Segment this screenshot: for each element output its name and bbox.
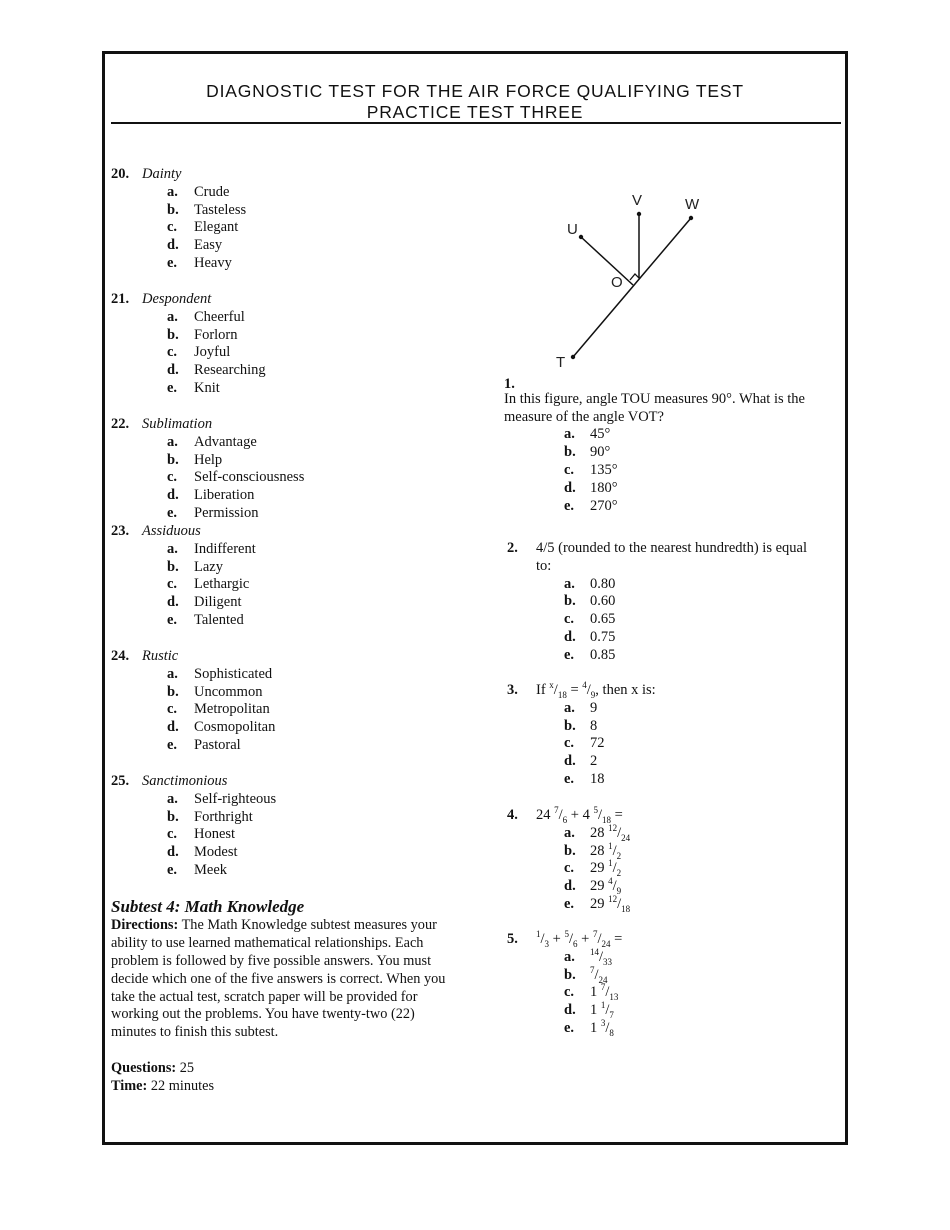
subtest-title: Subtest 4: Math Knowledge (111, 897, 305, 916)
title-divider (111, 122, 841, 124)
question-number: 5. (507, 931, 518, 947)
answer-option[interactable]: c. Lethargic (167, 576, 250, 593)
point-t (571, 355, 575, 359)
subtest-directions: Directions: The Math Knowledge subtest measures your ability to use learned mathematical relationships. Each problem is followed by five possible answers. You must decide which one of the five answers is correct. When you take the actual test, scratch paper will be provided for working out the problems. You have twenty-two (22) minutes to finish this subtest. (111, 916, 446, 1041)
answer-option[interactable]: a. Sophisticated (167, 665, 273, 682)
answer-option[interactable]: d. Liberation (167, 487, 255, 504)
point-u (579, 235, 583, 239)
answer-option[interactable]: c. 1 $^7/_{13}$ (564, 982, 619, 1003)
answer-option[interactable]: c. Self-consciousness (167, 469, 305, 486)
question-number: 4. (507, 807, 518, 823)
answer-option[interactable]: a. $^{14}/_{33}$ (564, 946, 613, 967)
math-question-2: 2. 4/5 (rounded to the nearest hundredth) is equal to: a. 0.80 b. 0.60 c. 0.65 d. 0.75 e. 0.85 (507, 540, 807, 663)
answer-option[interactable]: c. 29 $^1/_2$ (564, 858, 622, 879)
answer-option[interactable]: e. Meek (167, 861, 228, 878)
answer-option[interactable]: b. 8 (564, 717, 598, 734)
answer-option[interactable]: e. Pastoral (167, 736, 241, 753)
answer-option[interactable]: a. 28 $^{12}/_{24}$ (564, 822, 631, 843)
answer-option[interactable]: c. 0.65 (564, 611, 616, 628)
subtest-section (111, 898, 456, 1096)
answer-option[interactable]: a. Indifferent (167, 540, 256, 557)
answer-option[interactable]: b. Forthright (167, 808, 253, 825)
answer-option[interactable]: b. Uncommon (167, 683, 263, 700)
answer-option[interactable]: e. Knit (167, 379, 220, 396)
label-u: U (567, 221, 578, 238)
question-24 (111, 648, 275, 755)
answer-option[interactable]: c. 72 (564, 735, 605, 752)
answer-option[interactable]: e. 0.85 (564, 646, 616, 663)
answer-option[interactable]: a. 45° (564, 426, 611, 443)
answer-option[interactable]: d. Easy (167, 237, 223, 254)
answer-option[interactable]: c. Honest (167, 826, 236, 843)
question-word: Sanctimonious (142, 773, 228, 789)
answer-option[interactable]: e. 270° (564, 497, 618, 514)
math-question-3 (507, 682, 656, 789)
label-v: V (632, 192, 643, 209)
answer-option[interactable]: d. 180° (564, 479, 618, 496)
point-w (689, 216, 693, 220)
answer-option[interactable]: d. Cosmopolitan (167, 719, 276, 736)
answer-option[interactable]: b. Lazy (167, 558, 223, 575)
math-question-4 (507, 807, 630, 914)
ray-ou (581, 237, 633, 285)
question-number: 23. (111, 523, 130, 539)
answer-option[interactable]: a. Advantage (167, 433, 257, 450)
answer-option[interactable]: d. Modest (167, 844, 238, 861)
question-number: 22. (111, 416, 130, 432)
question-number: 25. (111, 773, 130, 789)
page-subtitle: PRACTICE TEST THREE (366, 102, 584, 122)
question-22 (111, 416, 304, 523)
answer-option[interactable]: e. Talented (167, 611, 244, 628)
answer-option[interactable]: d. 2 (564, 753, 598, 770)
answer-option[interactable]: c. Joyful (167, 344, 231, 361)
line-tw (573, 218, 691, 357)
answer-option[interactable]: a. Crude (167, 183, 230, 200)
question-text: If $^x/_{18} = ^4/_9$, then x is: (536, 680, 656, 700)
question-25 (111, 773, 276, 880)
question-word: Assiduous (142, 523, 201, 539)
question-text: $^1/_3 + ^5/_6 + ^7/_{24}$ = (536, 929, 623, 949)
question-number: 3. (507, 682, 518, 698)
answer-option[interactable]: b. Forlorn (167, 326, 238, 343)
answer-option[interactable]: d. 0.75 (564, 628, 616, 645)
question-word: Rustic (142, 648, 179, 664)
time-limit: Time: 22 minutes (111, 1078, 215, 1095)
question-number: 20. (111, 166, 130, 182)
question-number: 1. (504, 376, 515, 392)
answer-option[interactable]: b. 90° (564, 444, 611, 461)
question-text: In this figure, angle TOU measures 90°. What is the measure of the angle VOT? (504, 390, 805, 425)
question-text: 24 $^7/_6 + 4$ $^5/_{18}$ = (536, 805, 623, 825)
question-23 (111, 523, 256, 630)
point-v (637, 212, 641, 216)
answer-option[interactable]: d. 29 $^4/_9$ (564, 876, 622, 897)
question-20 (111, 166, 246, 273)
math-question-5 (507, 931, 622, 1038)
question-text: 4/5 (rounded to the nearest hundredth) is equal (536, 540, 807, 556)
page-title: DIAGNOSTIC TEST FOR THE AIR FORCE QUALIFYING TEST (206, 81, 744, 101)
question-word: Despondent (142, 291, 212, 307)
answer-option[interactable]: d. Diligent (167, 594, 242, 611)
answer-option[interactable]: b. Tasteless (167, 201, 247, 218)
answer-option[interactable]: b. Help (167, 451, 223, 468)
answer-option[interactable]: b. 28 $^1/_2$ (564, 840, 622, 861)
answer-option[interactable]: c. Elegant (167, 219, 239, 236)
answer-option[interactable]: d. Researching (167, 362, 266, 379)
answer-option[interactable]: c. 135° (564, 461, 618, 478)
label-o: O (611, 274, 623, 291)
answer-option[interactable]: a. Self-righteous (167, 790, 277, 807)
angle-figure (540, 180, 720, 370)
question-21 (111, 291, 266, 398)
question-word: Dainty (142, 166, 182, 182)
question-word: Sublimation (142, 416, 213, 432)
answer-option[interactable]: e. Heavy (167, 254, 232, 271)
questions-count: Questions: 25 (111, 1060, 195, 1077)
label-t: T (556, 354, 566, 370)
answer-option[interactable]: e. 18 (564, 770, 605, 787)
answer-option[interactable]: a. Cheerful (167, 308, 245, 325)
answer-option[interactable]: a. 9 (564, 699, 598, 716)
answer-option[interactable]: c. Metropolitan (167, 701, 270, 718)
answer-option[interactable]: b. $^7/_{24}$ (564, 964, 608, 985)
answer-option[interactable]: e. Permission (167, 504, 259, 521)
question-number: 2. (507, 540, 518, 556)
question-number: 24. (111, 648, 130, 664)
question-number: 21. (111, 291, 130, 307)
answer-option[interactable]: d. 1 $^1/_7$ (564, 1000, 614, 1021)
math-question-1 (504, 376, 834, 515)
answer-option[interactable]: a. 0.80 (564, 575, 616, 592)
answer-option[interactable]: e. 1 $^3/_8$ (564, 1018, 614, 1038)
label-w: W (685, 196, 700, 213)
answer-option[interactable]: e. 29 $^{12}/_{18}$ (564, 894, 631, 914)
answer-option[interactable]: b. 0.60 (564, 593, 616, 610)
